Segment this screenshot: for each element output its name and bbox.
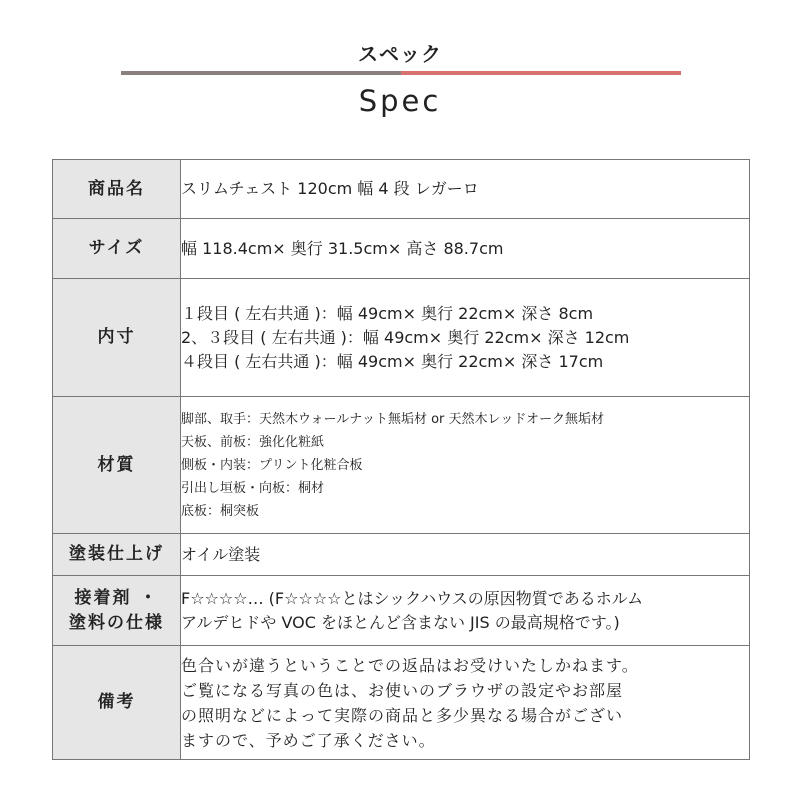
spec-value (181, 534, 750, 576)
spec-row-finish (53, 534, 750, 576)
spec-value-line: ますので、予めご了承ください。 (181, 730, 436, 750)
spec-value-line: ４段目 ( 左右共通 )：幅 49cm× 奥行 22cm× 深さ 17cm (181, 351, 604, 371)
spec-label (53, 576, 181, 646)
spec-label: 材質 (53, 397, 181, 534)
spec-row-adhesive-paint (53, 576, 750, 646)
spec-label: サイズ (53, 219, 181, 279)
spec-label: 内寸 (53, 279, 181, 397)
spec-label: 塗装仕上げ (53, 534, 181, 576)
divider-right-segment (401, 71, 681, 75)
spec-value-line: の照明などによって実際の商品と多少異なる場合がござい (181, 705, 624, 725)
spec-value-line: 2、３段目 ( 左右共通 )：幅 49cm× 奥行 22cm× 深さ 12cm (181, 327, 630, 347)
spec-value (181, 279, 750, 397)
spec-label-line: 接着剤 ・ (74, 587, 159, 608)
spec-value-line: １段目 ( 左右共通 )：幅 49cm× 奥行 22cm× 深さ 8cm (181, 303, 594, 323)
spec-value-line: オイル塗装 (181, 544, 261, 564)
spec-value-line: F☆☆☆☆… (F☆☆☆☆とはシックハウスの原因物質であるホルム (181, 588, 644, 608)
title-divider (121, 71, 681, 75)
spec-value-line: 色合いが違うということでの返品はお受けいたしかねます。 (181, 655, 639, 675)
spec-value (181, 576, 750, 646)
spec-value (181, 160, 750, 219)
section-subtitle: Spec (358, 84, 442, 118)
spec-row-material (53, 397, 750, 534)
section-title: スペック (358, 42, 442, 66)
spec-label-line: 塗料の仕様 (69, 612, 164, 633)
spec-value-line: 側板・内装：プリント化粧合板 (181, 457, 363, 473)
spec-row-product-name (53, 160, 750, 219)
spec-row-size (53, 219, 750, 279)
spec-value-line: 幅 118.4cm× 奥行 31.5cm× 高さ 88.7cm (181, 238, 504, 258)
spec-value-line: 底板：桐突板 (181, 503, 260, 519)
spec-value-line: 脚部、取手：天然木ウォールナット無垢材 or 天然木レッドオーク無垢材 (181, 411, 605, 427)
spec-row-notes (53, 646, 750, 760)
spec-value-line: スリムチェスト 120cm 幅 4 段 レガーロ (181, 179, 479, 198)
spec-value-line: アルデヒドや VOC をほとんど含まない JIS の最高規格です。) (181, 612, 620, 632)
spec-value-line: 引出し垣板・向板：桐材 (181, 480, 325, 496)
spec-table (52, 159, 750, 760)
spec-label: 備考 (53, 646, 181, 760)
spec-label: 商品名 (53, 160, 181, 219)
spec-value (181, 219, 750, 279)
spec-value (181, 646, 750, 760)
spec-row-inner-dimensions (53, 279, 750, 397)
divider-left-segment (121, 71, 401, 75)
spec-value-line: 天板、前板：強化化粧紙 (181, 434, 325, 450)
spec-value (181, 397, 750, 534)
spec-value-line: ご覧になる写真の色は、お使いのブラウザの設定やお部屋 (181, 680, 624, 700)
